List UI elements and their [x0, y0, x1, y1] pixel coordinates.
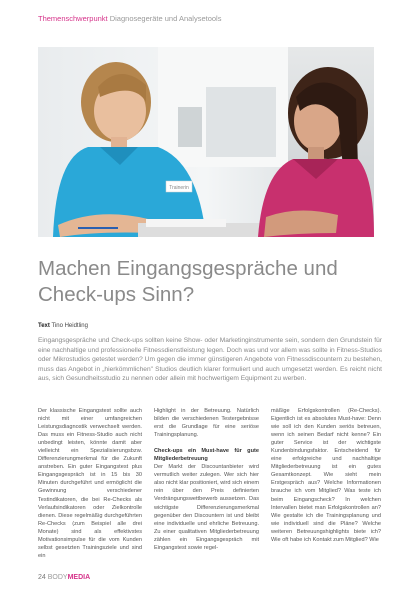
- page-footer: [38, 574, 90, 581]
- brand-logo-part1: BODY: [47, 574, 68, 581]
- brand-logo-part2: MEDIA: [67, 574, 91, 581]
- subsection-label: Diagnosegeräte und Analysetools: [109, 14, 222, 23]
- body-column-2: [154, 407, 259, 552]
- body-paragraph: Highlight in der Betreuung. Natürlich bilden die verschiedenen Testergebnisse erst die Grundlage für eine seriöse Trainingsplanung.: [154, 408, 259, 439]
- running-header: [38, 14, 221, 23]
- article-title: Machen Eingangsgespräche und Check-ups Sinn?: [38, 257, 338, 306]
- article-intro: Eingangsgespräche und Check-ups sollten keine Show- oder Marketinginstrumente sein, sondern den Grundstein für eine nachhaltige und professionelle Fitnessdienstleistung legen. Doch was und vor allem was sollte in Fitness-Studios oder Mikrostudios getestet werden? Um gegen die immer günstigeren Angebote von Fitnessdiscountern zu bestehen, muss das Angebot in „hierkömmlichen" Studios deutlich klarer formuliert und auch umgesetzt werden. Es reicht nicht aus, sich Gesundheitsstudio zu nennen oder allein mit hochwertigem Equipment zu werben.: [38, 337, 382, 383]
- page-number: 24: [38, 574, 46, 581]
- body-column-3: [271, 407, 381, 544]
- byline: [38, 323, 88, 329]
- section-label: Themenschwerpunkt: [38, 14, 108, 23]
- body-paragraph: Der Markt der Discountanbieter wird vermutlich weiter zulegen. Wer sich hier also nicht klar positioniert, wird sich einem rein über den Preis definierten Verdrängungswettbewerb aussetzen. Das wichtigste Differenzierungsmerkmal gegenüber den Discountern ist und bleibt eine individuelle und ehrliche Betreuung. Zu einer qualitativen Mitgliederbetreuung zählen ein Eingangsgespräch mit Eingangstest sowie regel-: [154, 464, 259, 551]
- body-paragraph: Der klassische Eingangstest sollte auch nicht mit einer umfangreichen Leistungsdiagnostik verwechselt werden. Das muss ein Fitness-Studio auch nicht unbedingt leisten, könnte damit aber vielleicht ein Spezialisierungsbzw. Differenzierungmerkmal für die Zukunft anstreben. Ein guter Eingangstest plus Eingangsgespräch ist in 15 bis 30 Minuten durchgeführt und ermöglicht die Gewinnung verschiedener Testindikatoren, die bei Re-Checks als Verlaufsindikatoren oder Zielkontrolle dienen. Diese regelmäßig durchgeführten Re-Checks (zum Beispiel alle drei Monate) sind als effektivstes Motivationsimpulse für die vom Kunden selbst gesetzten Trainingsziele und sind ein: [38, 408, 142, 559]
- byline-label: Text: [38, 323, 50, 329]
- section-subheading: Check-ups ein Must-have für gute Mitgliederbetreuung: [154, 448, 259, 463]
- author-name: Tino Heidtling: [51, 323, 88, 329]
- body-column-1: [38, 407, 142, 560]
- photo-illustration: [38, 47, 374, 237]
- article-photo: [38, 47, 374, 237]
- name-badge: Trainerin: [169, 185, 189, 191]
- body-paragraph: mäßige Erfolgskontrollen (Re-Checks). Eigentlich ist es absolutes Must-have: Denn wie soll ich den Kunden seriös betreuen, wenn ich seinen Bedarf nicht kenne? Ein guter Service ist der wichtigste Kundenbindungsfaktor. Entscheidend für eine erfolgreiche und nachhaltige Mitgliederbetreuung ist ein gutes Gesamtkonzept. Wie sieht mein Erstgespräch aus? Welche Informationen brauche ich vom Mitglied? Was teste ich beim Eingangscheck? In welchen Intervallen bietet man Erfolgskontrollen an? Wie gestalte ich die Trainingsplanung und wie individuell sind die Pläne? Welche weiteren Betreuungshighlights biete ich? Wie oft habe ich Kontakt zum Mitglied? Wie: [271, 408, 381, 543]
